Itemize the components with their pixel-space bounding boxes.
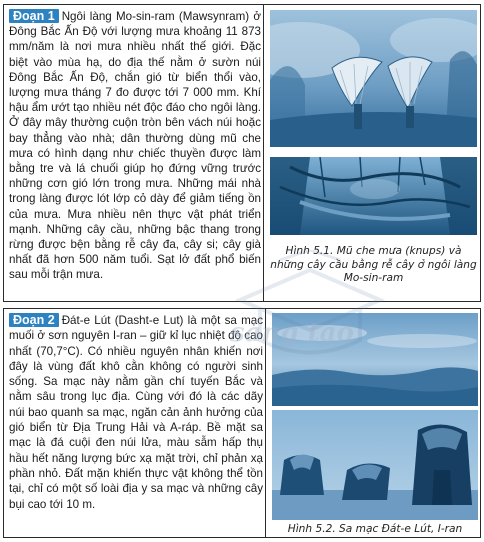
section-2-paragraph: Đát-e Lút (Dasht-e Lut) là một sa mạc muối ở sơn nguyên I-ran – giữ kỉ lục nhiệt độ cao nhất (70,7°C). Có nhiều nguyên nhân khiến nơi đây là vùng đất khô cằn không có người sinh sống. Sa mạc này nằm gần chí tuyến Bắc và nằm sâu trong lục địa. Cùng với đó là các dãy núi bao quanh sa mạc, ngăn cản ảnh hưởng của gió biển từ Địa Trung Hải và A-ráp. Bề mặt sa mạc là đá cuội đen núi lửa, màu sẫm hấp thụ hầu hết năng lượng bức xạ mặt trời, chỉ phản xạ phần nhỏ. Đất mặn khiến thực vật không thể tồn tại, chỉ có một số loài địa y sa mạc và những cây bụi cao tới 10 m. <box>9 314 263 511</box>
section-2-panel <box>3 308 481 538</box>
section-1-paragraph: Ngôi làng Mo-sin-ram (Mawsynram) ở Đông Bắc Ấn Độ với lượng mưa khoảng 11 873 mm/năm là nơi mưa nhiều nhất thế giới. Đặc biệt vào mùa hạ, do địa thế nằm ở sườn núi Đông Bắc Ấn Độ, chắn gió từ biển thổi vào, lượng mưa tháng 7 đo được tới 7 000 mm. Khí hậu ẩm ướt tạo nhiều nét độc đáo cho ngôi làng. Ở đây mây thường cuộn tròn bên vách núi hoặc bay thẳng vào nhà; dân thường dùng mũ che mưa có hình dạng như chiếc thuyền được làm bằng tre và lá chuối giúp họ đứng vững trước những cơn gió lớn trong mưa. Những mái nhà trong làng được lót lớp cỏ dày để giảm tiếng ồn của mưa. Mưa nhiều nên thực vật phát triển mạnh. Những cây cầu, những bậc thang trong rừng được bện bằng rễ cây đa, cây si; cây già nhất đã hơn 500 năm tuổi. Sạt lở đất phổ biến sau mỗi trận mưa. <box>9 10 261 282</box>
figure-5-2-caption: Hình 5.2. Sa mạc Đát-e Lút, I-ran <box>287 523 463 535</box>
section-1-label: Đoạn 1 <box>9 9 59 23</box>
rain-hat-photo <box>270 10 477 147</box>
yardang-rocks-photo <box>272 410 478 520</box>
column-divider <box>263 5 264 301</box>
desert-landscape-photo <box>272 313 478 406</box>
figure-5-1-caption: Hình 5.1. Mũ che mưa (knups) và những cây cầu bằng rễ cây ở ngôi làng Mo-sin-ram <box>270 245 477 285</box>
section-2-label: Đoạn 2 <box>9 313 59 327</box>
section-1-panel <box>3 4 481 302</box>
section-1-text-block <box>9 9 261 283</box>
watermark-text: sáng tạo <box>230 318 354 348</box>
root-bridge-photo <box>270 157 477 235</box>
column-divider <box>265 309 266 537</box>
section-2-text-block <box>9 313 263 512</box>
